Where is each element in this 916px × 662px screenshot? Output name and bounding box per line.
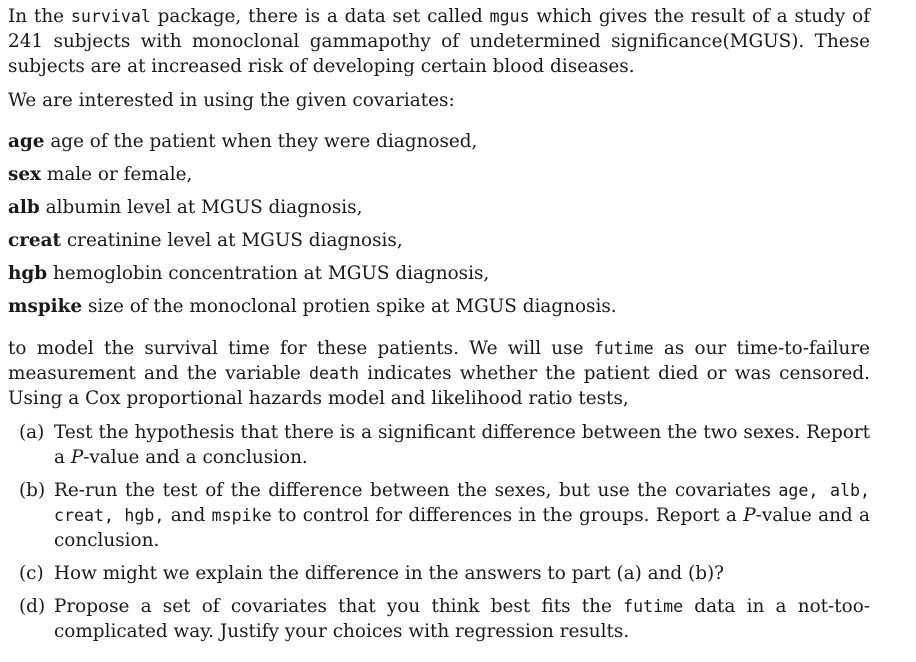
question-c bbox=[8, 561, 870, 586]
intro-text: In the bbox=[8, 6, 71, 27]
model-paragraph bbox=[8, 336, 870, 411]
question-b bbox=[8, 478, 870, 553]
covariate-creat bbox=[8, 228, 870, 253]
interest-paragraph: We are interested in using the given covariates: bbox=[8, 90, 455, 111]
question-list bbox=[8, 420, 870, 644]
model-text: as our time-to-failure measurement and the variable bbox=[8, 338, 870, 384]
code-mgus: mgus bbox=[489, 7, 530, 26]
question-text-part: -value and a conclusion. bbox=[54, 505, 870, 551]
covariate-hgb bbox=[8, 261, 870, 286]
code-futime: futime bbox=[623, 597, 684, 616]
question-text: How might we explain the difference in the answers to part (a) and (b)? bbox=[54, 563, 725, 584]
question-d bbox=[8, 594, 870, 644]
p-symbol: P bbox=[70, 447, 84, 468]
document bbox=[8, 4, 870, 652]
code-death: death bbox=[309, 364, 359, 383]
intro-text: which gives the result of a study of 241 subjects with monoclonal gammapothy of undetermined significance(MGUS). These subjects are at increased risk of developing certain blood diseases. bbox=[8, 6, 871, 77]
question-text-part: Test the hypothesis that there is a significant difference between the two sexes. Report a bbox=[54, 422, 870, 468]
covariate-desc: creatinine level at MGUS diagnosis, bbox=[66, 230, 403, 251]
covariate-alb bbox=[8, 195, 870, 220]
question-label: (c) bbox=[19, 563, 44, 584]
covariate-mspike bbox=[8, 294, 870, 319]
question-label: (d) bbox=[19, 596, 46, 617]
covariate-term: age bbox=[8, 131, 45, 152]
question-text-part: Re-run the test of the difference between the sexes, but use the covariates bbox=[54, 480, 779, 501]
covariate-term: sex bbox=[8, 164, 42, 185]
code-covariates: age, alb, creat, hgb, bbox=[54, 481, 871, 525]
code-mspike: mspike bbox=[211, 506, 272, 525]
intro-text: package, there is a data set called bbox=[150, 6, 490, 27]
covariate-term: hgb bbox=[8, 263, 48, 284]
intro-paragraph bbox=[8, 4, 870, 79]
question-a bbox=[8, 420, 870, 470]
code-futime: futime bbox=[593, 339, 654, 358]
question-text bbox=[54, 594, 870, 644]
covariate-list bbox=[8, 129, 870, 319]
covariate-desc: hemoglobin concentration at MGUS diagnosis, bbox=[52, 263, 490, 284]
question-text bbox=[54, 478, 870, 553]
question-text-part: data in a not-too-complicated way. Justify your choices with regression results. bbox=[54, 596, 870, 642]
p-symbol: P bbox=[743, 505, 756, 526]
covariate-desc: size of the monoclonal protien spike at MGUS diagnosis. bbox=[87, 296, 617, 317]
code-survival: survival bbox=[70, 7, 151, 26]
model-text: to model the survival time for these patients. We will use bbox=[8, 338, 594, 359]
model-text: indicates whether the patient died or was censored. Using a Cox proportional hazards model and likelihood ratio tests, bbox=[8, 363, 870, 409]
covariate-desc: age of the patient when they were diagnosed, bbox=[50, 131, 478, 152]
question-label: (b) bbox=[19, 480, 46, 501]
covariate-term: creat bbox=[8, 230, 61, 251]
covariate-term: alb bbox=[8, 197, 40, 218]
covariate-desc: albumin level at MGUS diagnosis, bbox=[45, 197, 363, 218]
question-text-part: to control for differences in the groups. Report a bbox=[271, 505, 744, 526]
covariate-desc: male or female, bbox=[46, 164, 193, 185]
question-text-part: Propose a set of covariates that you think best fits the bbox=[54, 596, 624, 617]
covariate-age bbox=[8, 129, 870, 154]
covariate-term: mspike bbox=[8, 296, 83, 317]
covariate-sex bbox=[8, 162, 870, 187]
question-label: (a) bbox=[19, 422, 45, 443]
question-text bbox=[54, 420, 870, 470]
question-text-part: -value and a conclusion. bbox=[83, 447, 308, 468]
question-text-part: and bbox=[164, 505, 212, 526]
